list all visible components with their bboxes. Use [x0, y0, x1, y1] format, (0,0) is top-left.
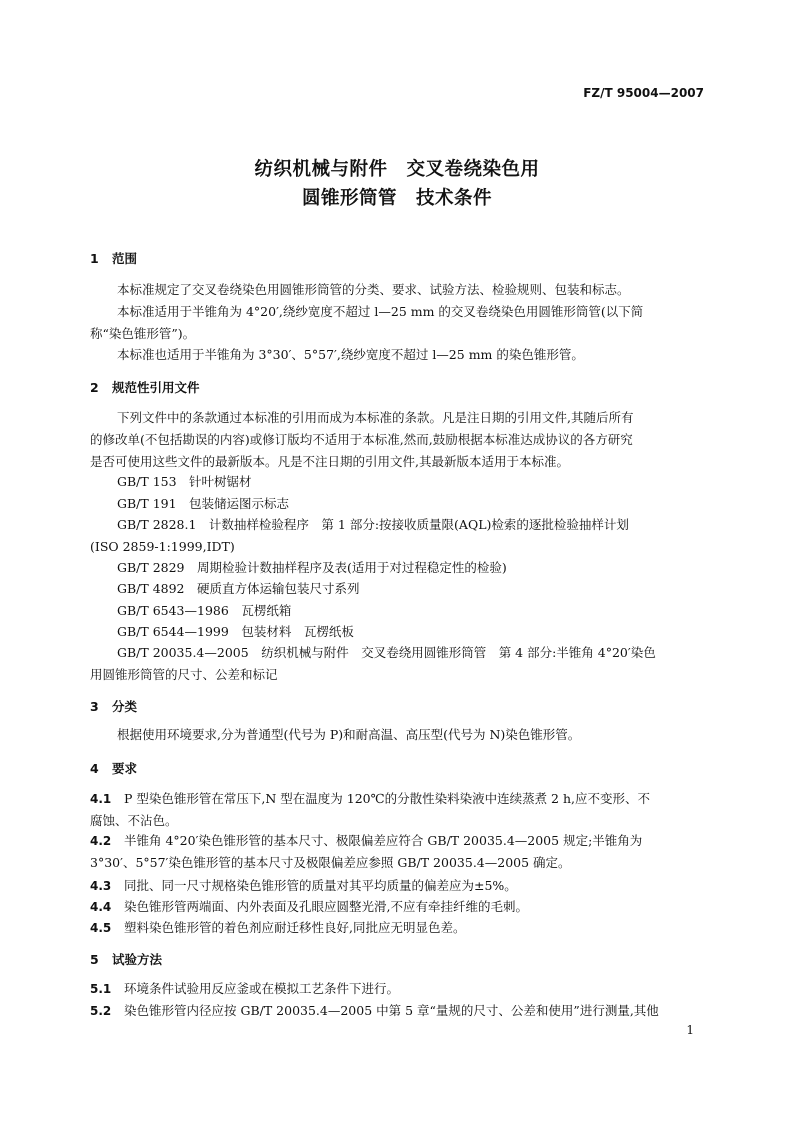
paragraph: 本标准规定了交叉卷绕染色用圆锥形筒管的分类、要求、试验方法、检验规则、包装和标志。	[117, 282, 630, 297]
paragraph: 本标准适用于半锥角为 4°20′,绕纱宽度不超过 l—25 mm 的交叉卷绕染色用圆锥形筒管(以下简 称“染色锥形管”)。	[90, 304, 644, 341]
section-heading-1: 1 范围	[90, 251, 138, 266]
document-title-line2: 圆锥形筒管 技术条件	[301, 188, 492, 209]
paragraph: 根据使用环境要求,分为普通型(代号为 P)和耐高温、高压型(代号为 N)染色锥形管。	[117, 727, 581, 742]
reference-item: GB/T 6543—1986 瓦楞纸箱	[117, 603, 292, 618]
reference-item: GB/T 20035.4—2005 纺织机械与附件 交叉卷绕用圆锥形筒管 第 4 部分:半锥角 4°20′染色 用圆锥形筒管的尺寸、公差和标记	[90, 645, 656, 682]
reference-item: GB/T 2828.1 计数抽样检验程序 第 1 部分:按接收质量限(AQL)检索的逐批检验抽样计划 (ISO 2859-1:1999,IDT)	[90, 517, 629, 554]
section-heading-4: 4 要求	[90, 761, 138, 776]
clause-4-5: 4.5 塑料染色锥形管的着色剂应耐迁移性良好,同批应无明显色差。	[90, 920, 466, 935]
paragraph: 下列文件中的条款通过本标准的引用而成为本标准的条款。凡是注日期的引用文件,其随后所有 的修改单(不包括勘误的内容)或修订版均不适用于本标准,然而,鼓励根据本标准达成协议的各方研究 是否可使用这些文件的最新版本。凡是不注日期的引用文件,其最新版本适用于本标准。	[90, 410, 634, 469]
clause-5-2: 5.2 染色锥形管内径应按 GB/T 20035.4—2005 中第 5 章“量规的尺寸、公差和使用”进行测量,其他	[90, 1003, 659, 1018]
clause-4-2: 4.2 半锥角 4°20′染色锥形管的基本尺寸、极限偏差应符合 GB/T 20035.4—2005 规定;半锥角为 3°30′、5°57′染色锥形管的基本尺寸及极限偏差应参照 GB/T 20035.4—2005 确定。	[90, 833, 643, 870]
section-heading-3: 3 分类	[90, 699, 138, 714]
reference-item: GB/T 2829 周期检验计数抽样程序及表(适用于对过程稳定性的检验)	[117, 560, 507, 575]
page-number: 1	[686, 1023, 694, 1037]
section-heading-5: 5 试验方法	[90, 952, 163, 967]
paragraph: 本标准也适用于半锥角为 3°30′、5°57′,绕纱宽度不超过 l—25 mm 的染色锥形管。	[117, 347, 584, 362]
clause-5-1: 5.1 环境条件试验用反应釜或在模拟工艺条件下进行。	[90, 981, 400, 996]
reference-item: GB/T 153 针叶树锯材	[117, 474, 252, 489]
clause-4-1: 4.1 P 型染色锥形管在常压下,N 型在温度为 120℃的分散性染料染液中连续蒸煮 2 h,应不变形、不 腐蚀、不沾色。	[90, 791, 651, 828]
clause-4-3: 4.3 同批、同一尺寸规格染色锥形管的质量对其平均质量的偏差应为±5%。	[90, 878, 517, 893]
reference-item: GB/T 4892 硬质直方体运输包装尺寸系列	[117, 581, 360, 596]
reference-item: GB/T 191 包装储运图示标志	[117, 496, 290, 511]
clause-4-4: 4.4 染色锥形管两端面、内外表面及孔眼应圆整光滑,不应有牵挂纤维的毛刺。	[90, 899, 528, 914]
section-heading-2: 2 规范性引用文件	[90, 380, 200, 395]
document-title-line1: 纺织机械与附件 交叉卷绕染色用	[254, 159, 540, 180]
reference-item: GB/T 6544—1999 包装材料 瓦楞纸板	[117, 624, 354, 639]
standard-number: FZ/T 95004—2007	[583, 86, 704, 100]
